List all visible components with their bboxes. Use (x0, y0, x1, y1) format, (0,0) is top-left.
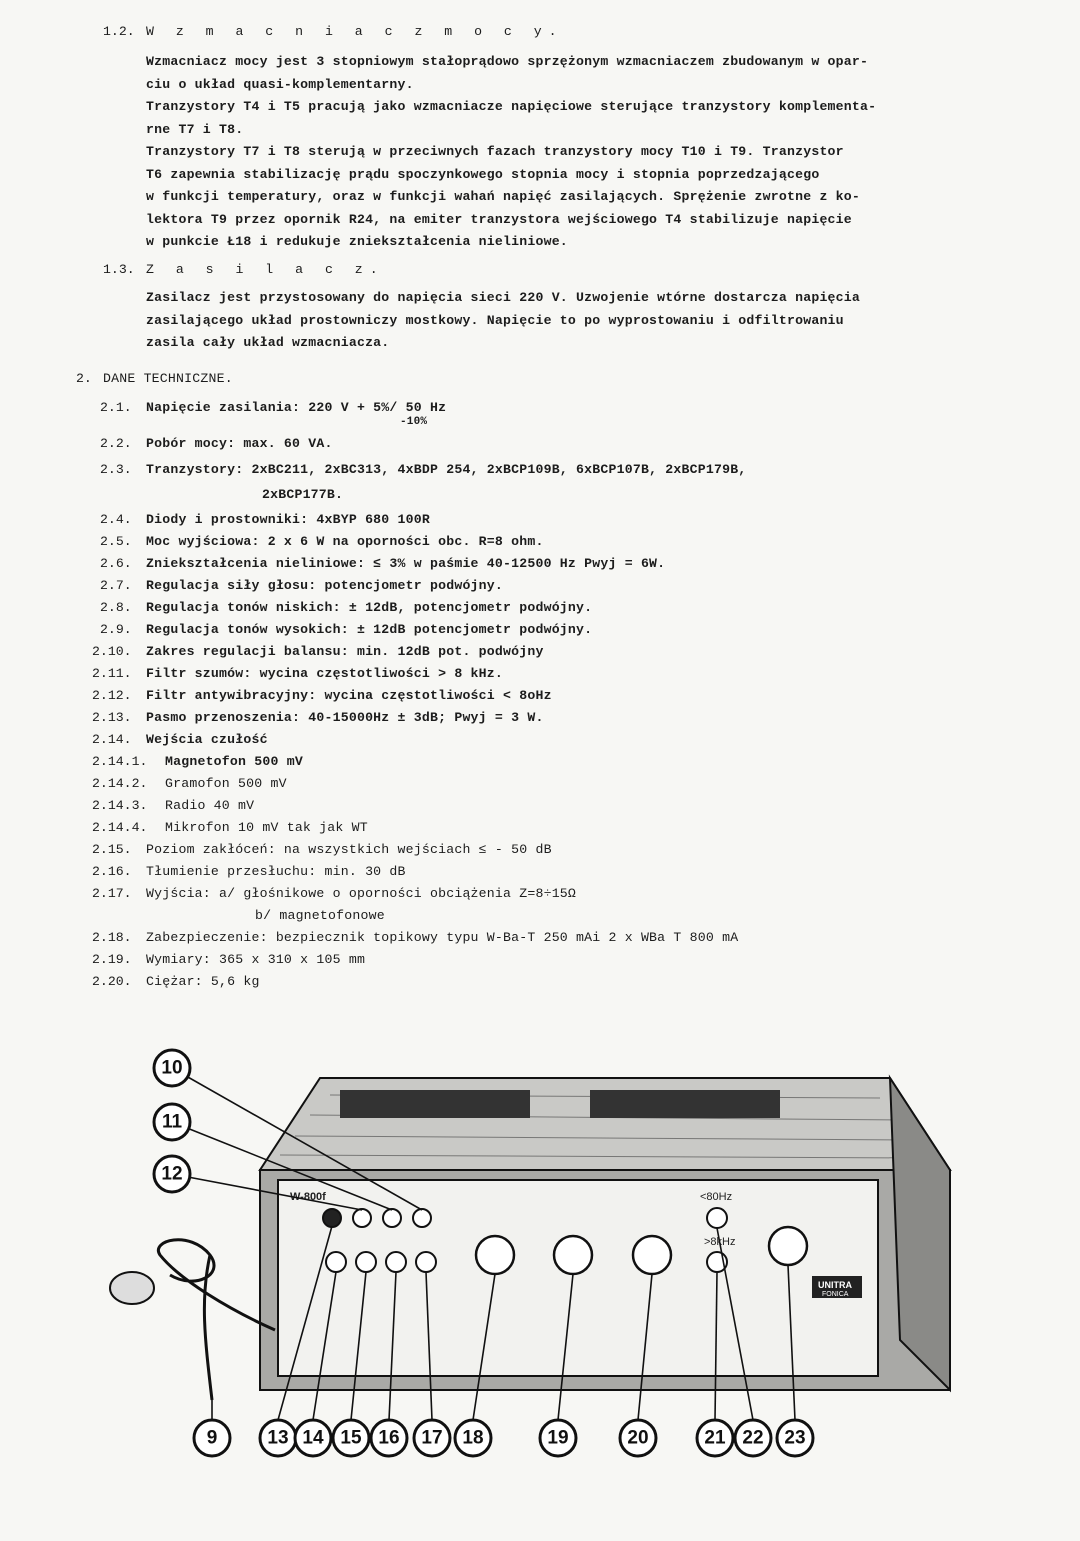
callout-15 (333, 1420, 369, 1456)
svg-text:21: 21 (704, 1427, 726, 1449)
spec-text: Napięcie zasilania: 220 V + 5%/ 50 Hz (146, 400, 447, 415)
spec-number: 2.13. (92, 710, 132, 725)
tape-monitor-button[interactable] (383, 1209, 401, 1227)
spec-text: Zniekształcenia nieliniowe: ≤ 3% w paśmie 40-12500 Hz Pwyj = 6W. (146, 556, 666, 571)
spec-text: Tłumienie przesłuchu: min. 30 dB (146, 864, 406, 879)
mono-stereo-button[interactable] (353, 1209, 371, 1227)
volume-knob[interactable] (476, 1236, 514, 1274)
spec-text: Wymiary: 365 x 310 x 105 mm (146, 952, 366, 967)
spec-number: 2.12. (92, 688, 132, 703)
section-title: Z a s i l a c z. (146, 262, 385, 277)
spec-number: 2.11. (92, 666, 132, 681)
spec-text: -10% (400, 416, 428, 428)
input-phono-button[interactable] (356, 1252, 376, 1272)
paragraph-line: w funkcji temperatury, oraz w funkcji wahań napięć zasilających. Sprężenie zwrotne z ko- (146, 189, 861, 204)
spec-number: 2.9. (100, 622, 132, 637)
section-number: 1.2. (103, 24, 135, 39)
spec-number: 2.20. (92, 974, 132, 989)
spec-text: Poziom zakłóceń: na wszystkich wejściach ≤ - 50 dB (146, 842, 552, 857)
spec-text: Regulacja tonów wysokich: ± 12dB potencjometr podwójny. (146, 622, 593, 637)
input-tape-button[interactable] (326, 1252, 346, 1272)
svg-text:10: 10 (161, 1057, 183, 1079)
spec-text: Zabezpieczenie: bezpiecznik topikowy typu W-Ba-T 250 mAi 2 x WBa T 800 mA (146, 930, 739, 945)
paragraph-line: rne T7 i T8. (146, 121, 244, 137)
paragraph-line: T6 zapewnia stabilizację prądu spoczynkowego stopnia mocy i stopnia poprzedzającego (146, 166, 820, 182)
svg-text:20: 20 (627, 1427, 649, 1449)
bass-knob[interactable] (554, 1236, 592, 1274)
callout-14 (295, 1420, 331, 1456)
section-number: 1.3. (103, 262, 135, 277)
filter-low-label: <80Hz (700, 1191, 733, 1203)
spec-text: b/ magnetofonowe (255, 908, 385, 923)
callout-19 (540, 1420, 576, 1456)
spec-number: 2.17. (92, 886, 132, 901)
callout-10 (154, 1050, 190, 1086)
callout-12 (154, 1156, 190, 1192)
power-button[interactable] (323, 1209, 341, 1227)
svg-text:14: 14 (302, 1427, 324, 1449)
paragraph-line: Zasilacz jest przystosowany do napięcia sieci 220 V. Uzwojenie wtórne dostarcza napięcia (146, 290, 861, 305)
callout-22 (735, 1420, 771, 1456)
spec-number: 2.6. (100, 556, 132, 571)
spec-number: 2.14.1. (92, 754, 148, 769)
input-radio-button[interactable] (386, 1252, 406, 1272)
spec-text: Moc wyjściowa: 2 x 6 W na oporności obc. R=8 ohm. (146, 534, 544, 549)
svg-text:12: 12 (161, 1163, 183, 1185)
spec-number: 2.2. (100, 436, 132, 451)
svg-text:11: 11 (161, 1111, 183, 1133)
spec-text: Tranzystory: 2xBC211, 2xBC313, 4xBDP 254, 2xBCP109B, 6xBCP107B, 2xBCP179B, (146, 462, 747, 477)
svg-text:16: 16 (378, 1427, 400, 1449)
rumble-filter-button[interactable] (707, 1208, 727, 1228)
spec-number: 2.14.2. (92, 776, 148, 791)
section-number: 2. (76, 371, 92, 386)
filter-high-label: >8kHz (704, 1236, 736, 1248)
spec-number: 2.19. (92, 952, 132, 967)
spec-text: Mikrofon 10 mV tak jak WT (165, 820, 368, 835)
spec-text: Regulacja siły głosu: potencjometr podwójny. (146, 578, 504, 593)
treble-knob[interactable] (633, 1236, 671, 1274)
spec-number: 2.18. (92, 930, 132, 945)
spec-number: 2.15. (92, 842, 132, 857)
spec-text: Gramofon 500 mV (165, 776, 287, 791)
spec-text: Wejścia czułość (146, 732, 268, 747)
svg-text:18: 18 (462, 1427, 484, 1449)
callout-23 (777, 1420, 813, 1456)
section-title: W z m a c n i a c z m o c y. (146, 24, 564, 39)
svg-text:23: 23 (784, 1427, 806, 1449)
brand-sub-label: FONICA (822, 1291, 849, 1298)
spec-text: Filtr antywibracyjny: wycina częstotliwości < 8oHz (146, 688, 552, 703)
spec-number: 2.7. (100, 578, 132, 593)
callout-21 (697, 1420, 733, 1456)
amplifier-illustration (100, 1040, 960, 1480)
svg-text:22: 22 (742, 1427, 764, 1449)
spec-text: Magnetofon 500 mV (165, 754, 303, 769)
spec-text: Zakres regulacji balansu: min. 12dB pot. podwójny (146, 644, 544, 659)
power-cord (158, 1240, 275, 1400)
spec-number: 2.14.4. (92, 820, 148, 835)
svg-text:9: 9 (206, 1427, 218, 1449)
paragraph-line: ciu o układ quasi-komplementarny. (146, 76, 414, 92)
spec-number: 2.4. (100, 512, 132, 527)
paragraph-line: w punkcie Ł18 i redukuje zniekształcenia nieliniowe. (146, 234, 568, 249)
callout-13 (260, 1420, 296, 1456)
paragraph-line: zasila cały układ wzmacniacza. (146, 335, 390, 350)
plug-icon (110, 1272, 154, 1304)
spec-text: 2xBCP177B. (262, 487, 344, 502)
brand-label: UNITRA (818, 1280, 852, 1290)
svg-text:15: 15 (340, 1427, 362, 1449)
svg-text:13: 13 (267, 1427, 289, 1449)
spec-number: 2.3. (100, 462, 132, 477)
spec-text: Radio 40 mV (165, 798, 255, 813)
callout-20 (620, 1420, 656, 1456)
callout-18 (455, 1420, 491, 1456)
spec-text: Regulacja tonów niskich: ± 12dB, potencjometr podwójny. (146, 600, 593, 615)
paragraph-line: zasilającego układ prostowniczy mostkowy. Napięcie to po wyprostowaniu i odfiltrowaniu (146, 312, 844, 328)
spec-number: 2.1. (100, 400, 132, 415)
loudness-button[interactable] (413, 1209, 431, 1227)
callout-17 (414, 1420, 450, 1456)
spec-number: 2.5. (100, 534, 132, 549)
paragraph-line: Wzmacniacz mocy jest 3 stopniowym stałoprądowo sprzężonym wzmacniaczem zbudowanym w opar- (146, 54, 869, 69)
spec-number: 2.8. (100, 600, 132, 615)
spec-text: Filtr szumów: wycina częstotliwości > 8 kHz. (146, 666, 504, 681)
spec-number: 2.16. (92, 864, 132, 879)
paragraph-line: lektora T9 przez opornik R24, na emiter tranzystora wejściowego T4 stabilizuje napięcie (146, 211, 852, 227)
input-mic-button[interactable] (416, 1252, 436, 1272)
paragraph-line: Tranzystory T7 i T8 sterują w przeciwnych fazach tranzystory mocy T10 i T9. Tranzystor (146, 144, 844, 159)
callout-9 (194, 1420, 230, 1456)
spec-text: Ciężar: 5,6 kg (146, 974, 260, 989)
svg-text:19: 19 (547, 1427, 569, 1449)
paragraph-line: Tranzystory T4 i T5 pracują jako wzmacniacze napięciowe sterujące tranzystory komplementa- (146, 99, 877, 114)
model-label: W-800f (290, 1191, 326, 1203)
spec-text: Diody i prostowniki: 4xBYP 680 100R (146, 512, 430, 527)
spec-text: Pasmo przenoszenia: 40-15000Hz ± 3dB; Pwyj = 3 W. (146, 710, 544, 725)
spec-text: Pobór mocy: max. 60 VA. (146, 436, 333, 451)
svg-text:17: 17 (421, 1427, 443, 1449)
callout-16 (371, 1420, 407, 1456)
callout-11 (154, 1104, 190, 1140)
spec-text: Wyjścia: a/ głośnikowe o oporności obciążenia Z=8÷15Ω (146, 886, 577, 901)
section-title: DANE TECHNICZNE. (103, 371, 233, 386)
spec-number: 2.10. (92, 644, 132, 659)
spec-number: 2.14. (92, 732, 132, 747)
balance-knob[interactable] (769, 1227, 807, 1265)
spec-number: 2.14.3. (92, 798, 148, 813)
